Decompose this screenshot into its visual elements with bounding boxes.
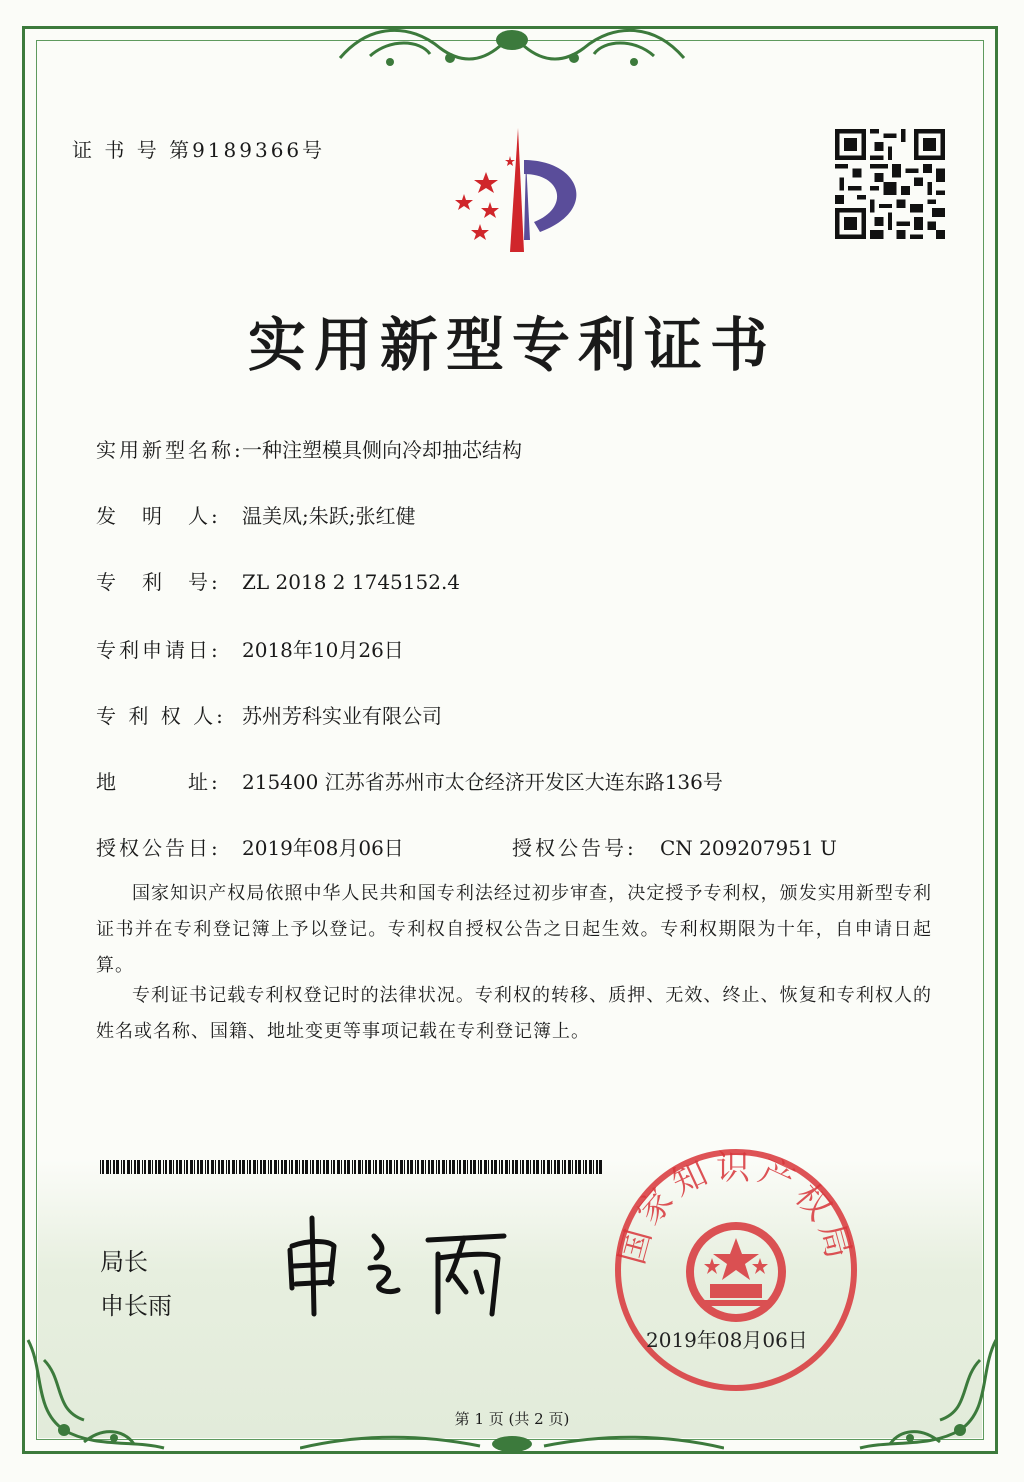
field-label: 地 址: [96,770,221,794]
field-label: 授权公告号: [512,836,637,860]
field-label: 专 利 号: [96,570,221,594]
certificate-title: 实用新型专利证书 [247,311,776,379]
cnipa-logo-icon [430,120,600,260]
field-value: 苏州芳科实业有限公司 [242,704,442,728]
field-filing-date [96,634,404,663]
field-value: CN 209207951 U [660,836,837,860]
barcode-icon [100,1160,606,1174]
field-label: 专 利 权 人: [96,704,226,728]
bottom-left-ornament-icon [24,1330,174,1454]
field-label: 发 明 人: [96,504,221,528]
field-patentee [96,700,442,729]
page-number: 第 1 页 (共 2 页) [454,1410,570,1428]
official-seal-icon [606,1140,866,1400]
field-value: ZL 2018 2 1745152.4 [242,570,461,594]
field-grant-number [512,832,837,861]
field-label: 实用新型名称: [96,438,244,462]
director-title: 局长 [100,1248,148,1276]
field-label: 授权公告日: [96,836,221,860]
field-utility-model-name [96,434,522,463]
seal-text: 国家知识产权局 [612,1147,860,1269]
statement-paragraph-1: 国家知识产权局依照中华人民共和国专利法经过初步审查，决定授予专利权，颁发实用新型专利证书并在专利登记簿上予以登记。专利权自授权公告之日起生效。专利权期限为十年，自申请日起算。 [96,883,932,976]
field-value: 一种注塑模具侧向冷却抽芯结构 [242,438,522,462]
field-value: 温美凤;朱跃;张红健 [242,504,416,528]
director-name: 申长雨 [100,1292,172,1320]
field-label: 专利申请日: [96,638,221,662]
field-inventors [96,500,415,529]
field-address [96,766,723,795]
field-value: 2019年08月06日 [242,836,404,860]
field-grant-date [96,832,404,861]
top-ornament-icon [330,18,694,74]
signature-icon [278,1210,518,1320]
statement-paragraph-2: 专利证书记载专利权登记时的法律状况。专利权的转移、质押、无效、终止、恢复和专利权人的姓名或名称、国籍、地址变更等事项记载在专利登记簿上。 [96,985,932,1042]
bottom-right-ornament-icon [850,1330,1000,1454]
director-block [100,1240,172,1328]
qr-code-icon [835,128,945,240]
certificate-number: 证 书 号 第9189366号 [72,138,326,162]
field-value: 2018年10月26日 [242,638,404,662]
field-patent-number [96,566,460,595]
field-value: 215400 江苏省苏州市太仓经济开发区大连东路136号 [242,770,723,794]
bottom-center-ornament-icon [300,1430,724,1456]
seal-date: 2019年08月06日 [646,1328,808,1352]
